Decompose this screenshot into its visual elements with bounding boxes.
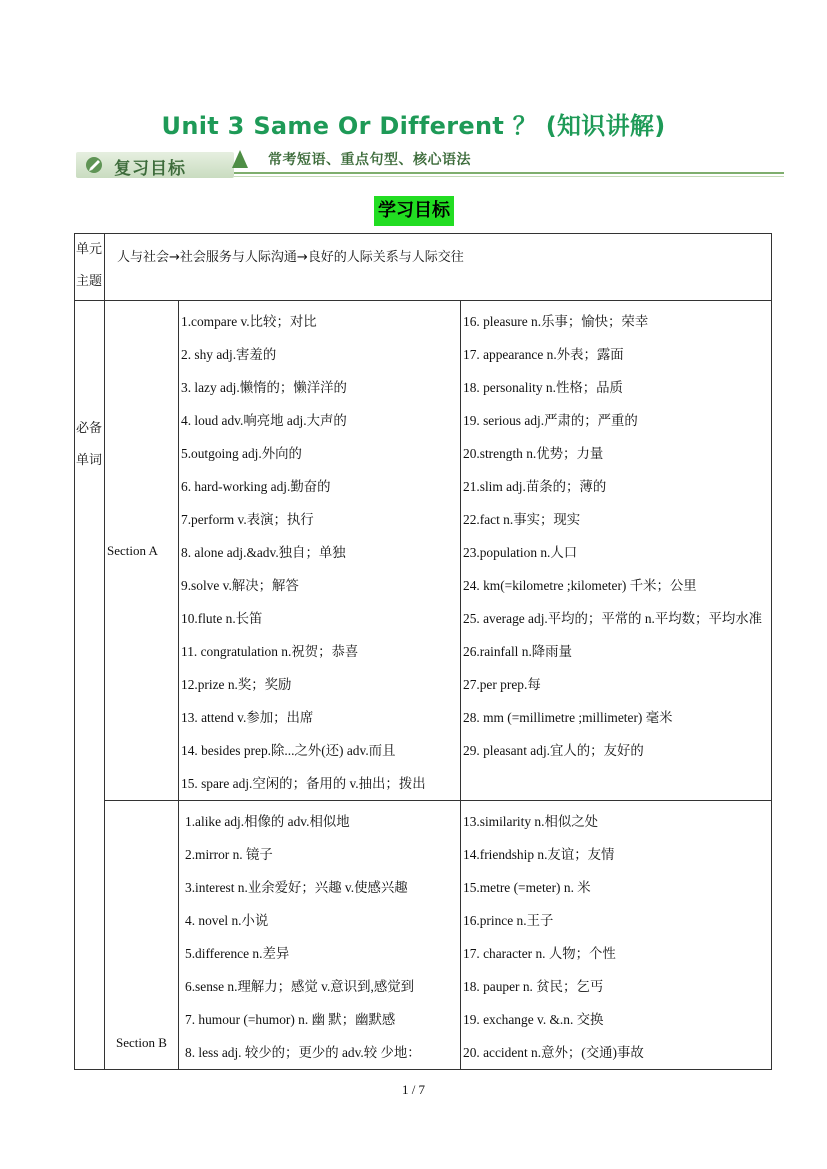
word-entry: 19. exchange v. &.n. 交换 xyxy=(463,1012,604,1027)
word-entry: 11. congratulation n.祝贺；恭喜 xyxy=(181,644,359,659)
section-a-label: Section A xyxy=(105,301,179,801)
word-entry: 2.mirror n. 镜子 xyxy=(185,847,273,862)
vocabulary-table xyxy=(74,233,772,1070)
word-entry: 13.similarity n.相似之处 xyxy=(463,814,599,829)
word-entry: 16. pleasure n.乐事；愉快；荣幸 xyxy=(463,314,649,329)
word-entry: 23.population n.人口 xyxy=(463,545,578,560)
banner-tab-label: 复习目标 xyxy=(114,159,186,179)
banner-divider-thin xyxy=(234,176,784,177)
banner-subtitle: 常考短语、重点句型、核心语法 xyxy=(268,152,471,168)
word-entry: 1.compare v.比较；对比 xyxy=(181,314,317,329)
banner-divider xyxy=(234,172,784,174)
banner-tab xyxy=(76,152,234,178)
word-entry: 4. loud adv.响亮地 adj.大声的 xyxy=(181,413,347,428)
word-entry: 1.alike adj.相像的 adv.相似地 xyxy=(185,814,350,829)
section-b-label: Section B xyxy=(105,801,179,1070)
section-a-row xyxy=(75,301,772,801)
pencil-badge-icon xyxy=(84,155,106,175)
word-entry: 5.outgoing adj.外向的 xyxy=(181,446,302,461)
word-entry: 17. appearance n.外表；露面 xyxy=(463,347,624,362)
theme-label: 单元 主题 xyxy=(75,234,105,301)
word-entry: 6. hard-working adj.勤奋的 xyxy=(181,479,331,494)
word-entry: 28. mm (=millimetre ;millimeter) 毫米 xyxy=(463,710,673,725)
word-entry: 20.strength n.优势；力量 xyxy=(463,446,604,461)
word-entry: 13. attend v.参加；出席 xyxy=(181,710,314,725)
word-entry: 14. besides prep.除...之外(还) adv.而且 xyxy=(181,743,396,758)
section-a-left-list xyxy=(179,301,461,801)
word-entry: 19. serious adj.严肃的；严重的 xyxy=(463,413,638,428)
section-b-left-list xyxy=(179,801,461,1070)
word-entry: 18. pauper n. 贫民；乞丐 xyxy=(463,979,604,994)
word-entry: 8. alone adj.&adv.独自；单独 xyxy=(181,545,346,560)
word-entry: 3.interest n.业余爱好；兴趣 v.使感兴趣 xyxy=(185,880,408,895)
word-entry: 3. lazy adj.懒惰的；懒洋洋的 xyxy=(181,380,347,395)
section-b-right-list xyxy=(461,801,772,1070)
word-entry: 25. average adj.平均的；平常的 n.平均数；平均水准 xyxy=(463,611,763,626)
word-entry: 6.sense n.理解力；感觉 v.意识到,感觉到 xyxy=(185,979,414,994)
word-entry: 4. novel n.小说 xyxy=(185,913,269,928)
word-entry: 16.prince n.王子 xyxy=(463,913,554,928)
word-entry: 26.rainfall n.降雨量 xyxy=(463,644,572,659)
word-entry: 21.slim adj.苗条的；薄的 xyxy=(463,479,607,494)
banner-triangle xyxy=(232,150,248,168)
page-number: 1 / 7 xyxy=(401,1082,426,1097)
word-entry: 5.difference n.差异 xyxy=(185,946,290,961)
word-entry: 15. spare adj.空闲的；备用的 v.抽出；拨出 xyxy=(181,776,426,791)
word-entry: 24. km(=kilometre ;kilometer) 千米；公里 xyxy=(463,578,697,593)
section-b-row xyxy=(75,801,772,1070)
document-title: Unit 3 Same Or Different ？ (知识讲解) xyxy=(161,112,666,140)
review-goals-banner xyxy=(76,148,784,182)
word-entry: 8. less adj. 较少的；更少的 adv.较 少地： xyxy=(185,1045,421,1060)
word-entry: 17. character n. 人物；个性 xyxy=(463,946,616,961)
word-entry: 15.metre (=meter) n. 米 xyxy=(463,880,591,895)
word-entry: 7.perform v.表演；执行 xyxy=(181,512,314,527)
word-entry: 7. humour (=humor) n. 幽 默；幽默感 xyxy=(185,1012,396,1027)
theme-row xyxy=(75,234,772,301)
word-entry: 9.solve v.解决；解答 xyxy=(181,578,299,593)
word-entry: 2. shy adj.害羞的 xyxy=(181,347,277,362)
word-entry: 27.per prep.每 xyxy=(463,677,541,692)
section-heading: 学习目标 xyxy=(374,196,454,226)
word-entry: 18. personality n.性格；品质 xyxy=(463,380,623,395)
word-entry: 29. pleasant adj.宜人的；友好的 xyxy=(463,743,644,758)
word-entry: 14.friendship n.友谊；友情 xyxy=(463,847,615,862)
section-a-right-list xyxy=(461,301,772,801)
words-label: 必备 单词 xyxy=(75,301,105,1070)
word-entry: 22.fact n.事实；现实 xyxy=(463,512,581,527)
word-entry: 20. accident n.意外；(交通)事故 xyxy=(463,1045,644,1060)
word-entry: 12.prize n.奖；奖励 xyxy=(181,677,292,692)
word-entry: 10.flute n.长笛 xyxy=(181,611,263,626)
theme-text: 人与社会→社会服务与人际沟通→良好的人际关系与人际交往 xyxy=(105,234,772,301)
